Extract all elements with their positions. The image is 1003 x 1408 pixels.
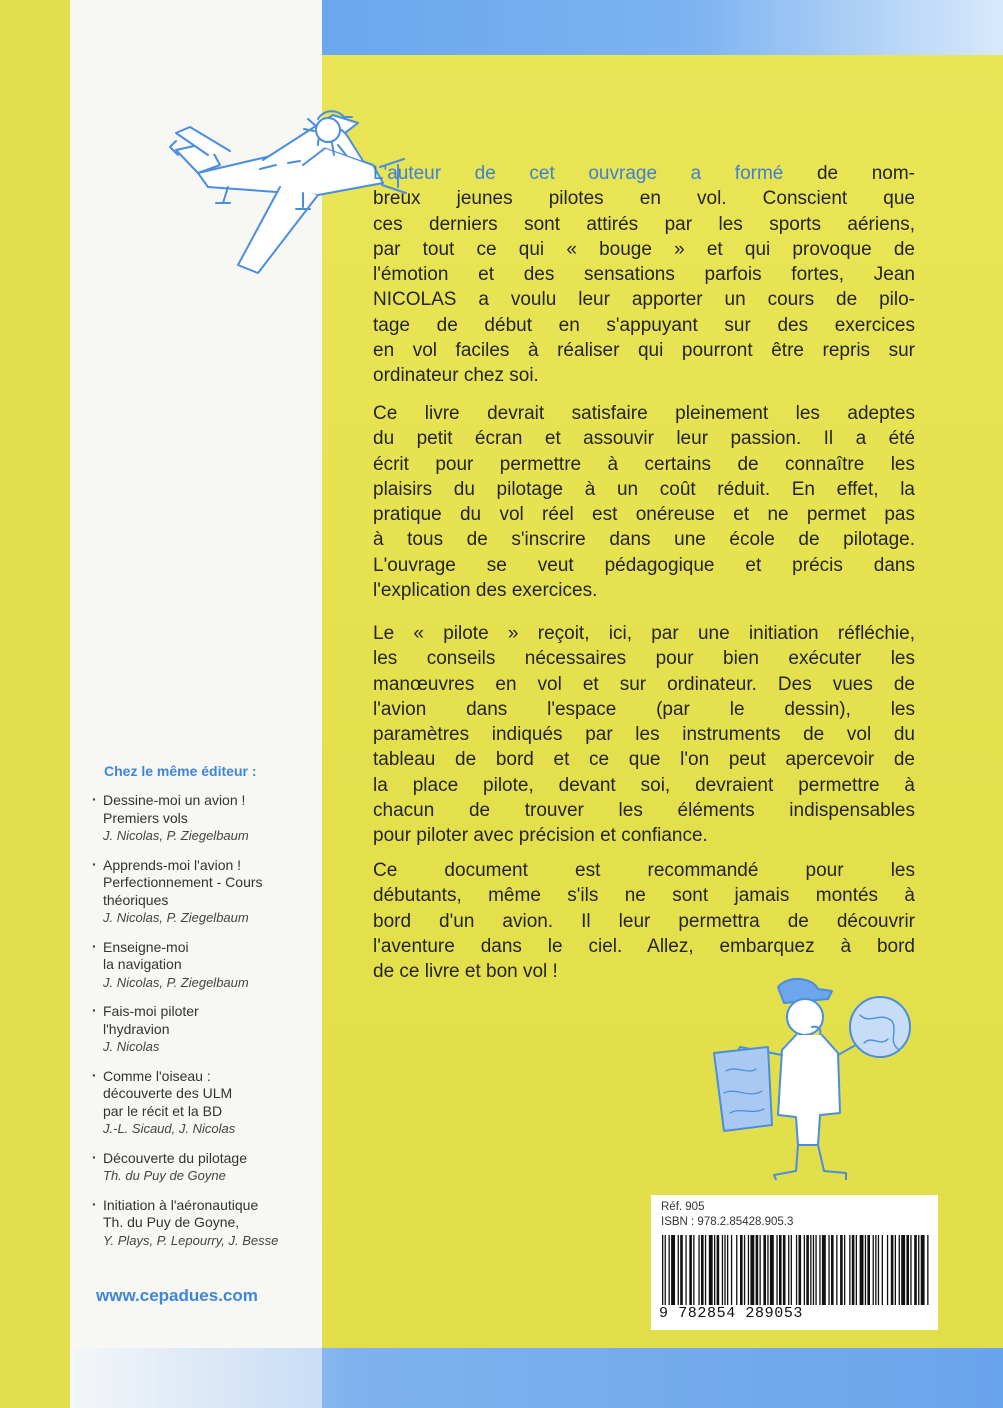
paragraph-3	[373, 621, 915, 849]
text-line: du petit écran et assouvir leur passion. Il a été	[373, 428, 915, 450]
text-line: manœuvres en vol et sur ordinateur. Des vues de	[373, 673, 915, 695]
barcode-bar	[680, 1235, 683, 1305]
book-title-line: · Dessine-moi un avion !	[103, 792, 246, 808]
barcode-bar	[717, 1235, 720, 1305]
book-authors: J. Nicolas, P. Ziegelbaum	[103, 828, 249, 843]
left-yellow-strip	[0, 0, 70, 1408]
barcode-bar	[698, 1235, 699, 1305]
text-line: écrit pour permettre à certains de connaître les	[373, 453, 915, 475]
barcode-bar	[901, 1235, 905, 1305]
barcode-bar	[865, 1235, 866, 1305]
barcode-bar	[724, 1235, 725, 1305]
barcode-bar	[770, 1235, 774, 1305]
text-line: pour piloter avec précision et confiance.	[373, 825, 708, 847]
barcode-bar	[705, 1235, 706, 1305]
book-title-line: · Comme l'oiseau :	[103, 1067, 211, 1084]
barcode-bar	[709, 1235, 713, 1305]
text-line: ces derniers sont attirés par les sports aériens,	[373, 213, 915, 235]
barcode-bar	[887, 1235, 888, 1305]
book-title-line: Perfectionnement - Cours	[103, 874, 263, 890]
barcode-bar	[878, 1235, 879, 1305]
barcode-bar	[685, 1235, 686, 1305]
barcode-bar	[671, 1235, 675, 1305]
isbn-number: ISBN : 978.2.85428.905.3	[661, 1216, 794, 1228]
book-list	[90, 792, 320, 1261]
paragraph-1-lead: L'auteur de cet ouvrage a formé	[373, 163, 784, 184]
barcode-box	[651, 1195, 938, 1330]
book-title-line: · Enseigne-moi	[103, 938, 189, 955]
barcode-bar	[662, 1235, 663, 1305]
barcode-bar	[731, 1235, 732, 1305]
text-line: paramètres indiqués par les instruments de vol du	[373, 724, 915, 746]
barcode-bar	[804, 1235, 805, 1305]
text-line: de nom-	[783, 163, 915, 184]
barcode-bar	[899, 1235, 900, 1305]
text-line: bord d'un avion. Il leur permettra de découvrir	[373, 910, 915, 932]
text-line: breux jeunes pilotes en vol. Conscient que	[373, 188, 915, 210]
sidebar-title: Chez le même éditeur :	[104, 763, 257, 779]
barcode-bar	[678, 1235, 679, 1305]
book-title-line: par le récit et la BD	[103, 1102, 223, 1119]
barcode-bar	[736, 1235, 737, 1305]
text-line: ordinateur chez soi.	[373, 365, 539, 387]
barcode-bar	[727, 1235, 728, 1305]
barcode-bar	[921, 1235, 925, 1305]
text-line: Ce document est recommandé pour les	[373, 860, 915, 881]
barcode-bar	[813, 1235, 814, 1305]
book-title-line: · Fais-moi piloter	[103, 1003, 199, 1019]
text-line: de ce livre et bon vol !	[373, 961, 558, 983]
barcode-bar	[689, 1235, 692, 1305]
book-title-line: Premiers vols	[103, 809, 188, 826]
book-title-line: l'hydravion	[103, 1020, 170, 1037]
book-authors: J. Nicolas	[103, 1039, 160, 1054]
paragraph-2	[373, 401, 915, 603]
text-line: tableau de bord et ce que l'on peut apercevoir de	[373, 749, 915, 771]
book-authors: Y. Plays, P. Lepourry, J. Besse	[103, 1232, 279, 1248]
barcode-bar	[722, 1235, 723, 1305]
barcode-bar	[873, 1235, 874, 1305]
barcode-bar	[852, 1235, 855, 1305]
text-line: pratique du vol réel est onéreuse et ne permet pas	[373, 504, 915, 526]
barcode-bar	[910, 1235, 911, 1305]
text-line: l'avion dans l'espace (par le dessin), les	[373, 698, 915, 720]
barcode-bar	[810, 1235, 811, 1305]
book-item	[90, 1068, 320, 1138]
barcode-bar	[882, 1235, 883, 1305]
barcode-bar	[776, 1235, 777, 1305]
barcode-bar	[856, 1235, 857, 1305]
barcode-bar	[918, 1235, 919, 1305]
text-line: plaisirs du pilotage à un coût réduit. En effet, la	[373, 478, 915, 500]
barcode-bar	[927, 1235, 928, 1305]
book-item	[90, 939, 320, 992]
barcode-bar	[701, 1235, 704, 1305]
paragraph-1	[373, 161, 915, 389]
barcode-bar	[860, 1235, 864, 1305]
book-item	[90, 792, 320, 845]
text-line: par tout ce qui « bouge » et qui provoque de	[373, 238, 915, 260]
publisher-website[interactable]: www.cepadues.com	[96, 1286, 258, 1305]
barcode-bar	[815, 1235, 816, 1305]
barcode-bars	[660, 1235, 930, 1305]
barcode-bar	[669, 1235, 670, 1305]
barcode-bar	[788, 1235, 789, 1305]
barcode-bar	[760, 1235, 761, 1305]
text-line: NICOLAS a voulu leur apporter un cours de pilo-	[373, 289, 915, 311]
barcode-bar	[891, 1235, 894, 1305]
barcode-bar	[828, 1235, 829, 1305]
barcode-bar	[840, 1235, 843, 1305]
book-title-line: · Initiation à l'aéronautique	[103, 1196, 259, 1213]
barcode-bar	[779, 1235, 782, 1305]
book-authors: J. Nicolas, P. Ziegelbaum	[103, 974, 249, 990]
barcode-bar	[750, 1235, 754, 1305]
barcode-bar	[693, 1235, 694, 1305]
text-line: en vol faciles à réaliser qui pourront être repris sur	[373, 340, 915, 362]
text-line: la place pilote, devant soi, devraient permettre à	[373, 774, 915, 796]
barcode-bar	[767, 1235, 768, 1305]
barcode-bar	[744, 1235, 745, 1305]
book-item	[90, 1197, 320, 1250]
barcode-bar	[849, 1235, 850, 1305]
barcode-bar	[799, 1235, 802, 1305]
barcode-bar	[740, 1235, 743, 1305]
book-authors: J. Nicolas, P. Ziegelbaum	[103, 910, 249, 925]
book-item	[90, 1003, 320, 1056]
text-line: tage de début en s'appuyant sur des exercices	[373, 314, 915, 336]
barcode-bar	[906, 1235, 909, 1305]
barcode-bar	[783, 1235, 786, 1305]
book-authors: J.-L. Sicaud, J. Nicolas	[103, 1121, 236, 1136]
text-line: l'explication des exercices.	[373, 580, 598, 602]
barcode-bar	[831, 1235, 834, 1305]
book-title-line: · Apprends-moi l'avion !	[103, 856, 242, 873]
text-line: Ce livre devrait satisfaire pleinement les adeptes	[373, 403, 915, 424]
text-line: L'ouvrage se veut pédagogique et précis dans	[373, 554, 915, 576]
book-item	[90, 1150, 320, 1185]
text-line: les conseils nécessaires pour bien exécuter les	[373, 648, 915, 670]
barcode-bar	[763, 1235, 766, 1305]
bottom-panel-fade	[70, 1348, 322, 1408]
text-line: débutants, même s'ils ne sont jamais montés à	[373, 885, 915, 907]
text-line: l'émotion et des sensations parfois fortes, Jean	[373, 264, 915, 286]
reference-number: Réf. 905	[661, 1201, 705, 1213]
top-blue-band	[318, 0, 1003, 55]
paragraph-4	[373, 858, 915, 984]
barcode-bar	[714, 1235, 715, 1305]
barcode-bar	[756, 1235, 759, 1305]
text-line: l'aventure dans le ciel. Allez, embarquez à bord	[373, 935, 915, 957]
barcode-bar	[836, 1235, 837, 1305]
book-title-line: théoriques	[103, 891, 169, 908]
text-line: chacun de trouver les éléments indispensables	[373, 800, 915, 822]
barcode-bar	[819, 1235, 820, 1305]
book-authors: Th. du Puy de Goyne	[103, 1168, 226, 1183]
barcode-digits: 9 782854 289053	[659, 1305, 804, 1322]
book-item	[90, 857, 320, 927]
book-title-line: découverte des ULM	[103, 1085, 233, 1101]
barcode-bar	[791, 1235, 792, 1305]
barcode-bar	[748, 1235, 749, 1305]
text-line: Le « pilote » reçoit, ici, par une initiation réfléchie,	[373, 623, 915, 644]
barcode-bar	[895, 1235, 896, 1305]
book-title-line: Th. du Puy de Goyne,	[103, 1214, 240, 1230]
barcode-bar	[844, 1235, 845, 1305]
pilot-with-map-illustration	[700, 975, 915, 1180]
book-title-line: · Découverte du pilotage	[103, 1149, 247, 1166]
barcode-bar	[796, 1235, 797, 1305]
barcode-bar	[875, 1235, 876, 1305]
barcode-bar	[806, 1235, 809, 1305]
book-title-line: la navigation	[103, 956, 182, 972]
barcode-bar	[914, 1235, 917, 1305]
barcode-bar	[822, 1235, 826, 1305]
barcode-bar	[867, 1235, 870, 1305]
barcode-bar	[665, 1235, 666, 1305]
text-line: à tous de s'inscrire dans une école de pilotage.	[373, 529, 915, 551]
